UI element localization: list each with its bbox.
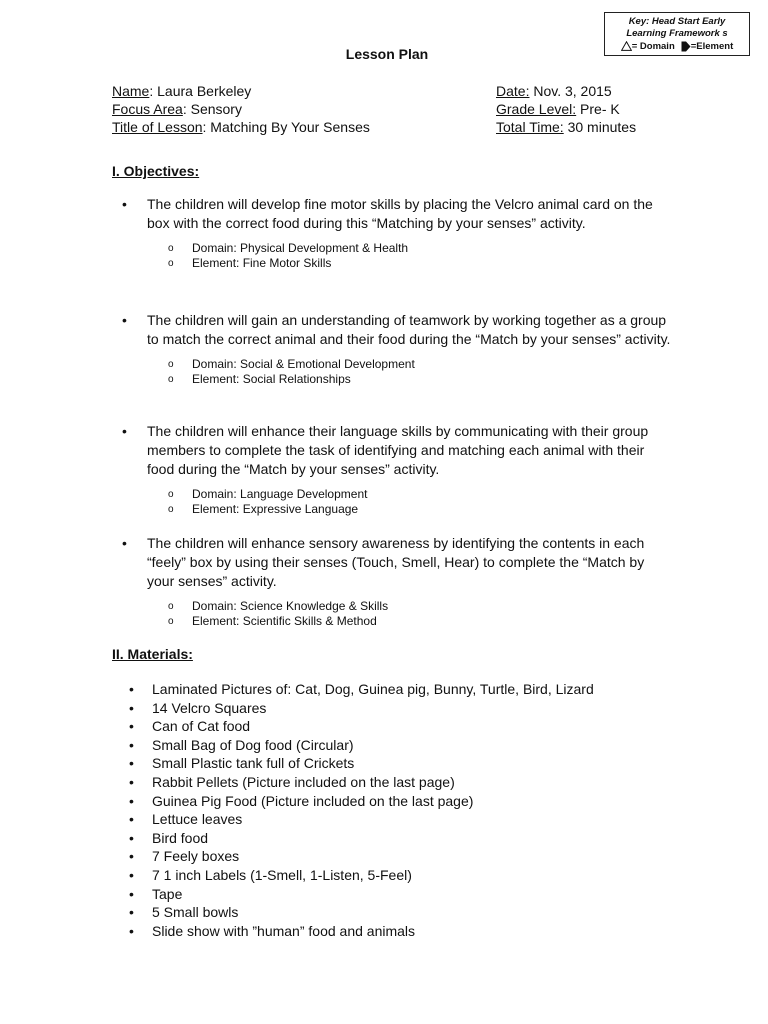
lesson-row	[112, 118, 370, 136]
bullet-icon: •	[129, 792, 134, 809]
material-text: 5 Small bowls	[152, 904, 239, 921]
bullet-icon: •	[129, 736, 134, 753]
list-item	[112, 717, 594, 736]
circle-bullet-icon: o	[168, 258, 174, 269]
objective-text: The children will develop fine motor skills by placing the Velcro animal card on the box with the correct food during this “Matching by your senses” activity.	[147, 196, 653, 231]
objective-framework	[168, 599, 672, 629]
domain-line	[168, 487, 672, 502]
bullet-icon: •	[129, 773, 134, 790]
grade-value: Pre- K	[576, 101, 620, 117]
key-line-1: Key: Head Start Early	[628, 16, 726, 27]
material-text: 14 Velcro Squares	[152, 699, 267, 716]
bullet-icon: •	[129, 885, 134, 902]
objective-item	[112, 422, 672, 517]
bullet-icon: •	[122, 535, 127, 551]
objective-text: The children will gain an understanding of teamwork by working together as a group to match the correct animal and their food during the “Match by your senses” activity.	[147, 312, 671, 347]
circle-bullet-icon: o	[168, 374, 174, 385]
bullet-icon: •	[129, 811, 134, 828]
element-line	[168, 502, 672, 517]
key-element-label: =Element	[690, 41, 734, 53]
list-item	[112, 680, 594, 699]
circle-bullet-icon: o	[168, 359, 174, 370]
objective-item	[112, 195, 672, 271]
domain-text: Domain: Science Knowledge & Skills	[192, 599, 389, 613]
date-label: Date:	[496, 83, 530, 99]
bullet-icon: •	[129, 755, 134, 772]
time-row	[496, 118, 636, 136]
bullet-icon: •	[129, 922, 134, 939]
objective-framework	[168, 241, 672, 271]
lesson-value: : Matching By Your Senses	[202, 119, 370, 135]
material-text: 7 1 inch Labels (1-Smell, 1-Listen, 5-Feel)	[152, 866, 412, 883]
meta-left	[112, 82, 370, 136]
bullet-icon: •	[129, 904, 134, 921]
bullet-icon: •	[129, 718, 134, 735]
list-item	[112, 754, 594, 773]
material-text: Rabbit Pellets (Picture included on the last page)	[152, 773, 455, 790]
objective-item	[112, 311, 672, 387]
material-text: Small Bag of Dog food (Circular)	[152, 736, 354, 753]
meta-right	[496, 82, 636, 136]
date-value: Nov. 3, 2015	[529, 83, 612, 99]
domain-line	[168, 241, 672, 256]
circle-bullet-icon: o	[168, 616, 174, 627]
domain-text: Domain: Language Development	[192, 487, 368, 501]
materials-list	[112, 680, 594, 940]
element-line	[168, 256, 672, 271]
objective-framework	[168, 357, 672, 387]
material-text: Slide show with ”human” food and animals	[152, 922, 416, 939]
objective-item	[112, 534, 672, 629]
bullet-icon: •	[129, 866, 134, 883]
key-line-2: Learning Framework s	[626, 28, 728, 39]
material-text: Small Plastic tank full of Crickets	[152, 755, 355, 772]
element-text: Element: Fine Motor Skills	[192, 256, 332, 270]
domain-line	[168, 357, 672, 372]
bullet-icon: •	[129, 699, 134, 716]
grade-row	[496, 100, 636, 118]
material-text: Guinea Pig Food (Picture included on the last page)	[152, 792, 474, 809]
page-title: Lesson Plan	[345, 46, 429, 62]
time-label: Total Time:	[496, 119, 564, 135]
circle-bullet-icon: o	[168, 504, 174, 515]
material-text: Can of Cat food	[152, 718, 251, 735]
bullet-icon: •	[129, 848, 134, 865]
focus-label: Focus Area	[112, 101, 183, 117]
circle-bullet-icon: o	[168, 601, 174, 612]
name-row	[112, 82, 370, 100]
time-value: 30 minutes	[563, 119, 637, 135]
objective-framework	[168, 487, 672, 517]
material-text: Tape	[152, 885, 183, 902]
material-text: Lettuce leaves	[152, 811, 243, 828]
objective-text: The children will enhance their language skills by communicating with their group members to complete the task of identifying and matching each animal with their food during the “Match by your senses” activity.	[147, 423, 649, 477]
objective-text: The children will enhance sensory awareness by identifying the contents in each “feely” box by using their senses (Touch, Smell, Hear) to complete the “Match by your senses” activity.	[147, 535, 645, 589]
element-text: Element: Expressive Language	[192, 502, 359, 516]
material-text: Bird food	[152, 829, 209, 846]
name-label: Name	[112, 83, 150, 99]
focus-value: : Sensory	[182, 101, 242, 117]
bullet-icon: •	[122, 423, 127, 439]
list-item	[112, 699, 594, 718]
date-row	[496, 82, 636, 100]
focus-row	[112, 100, 370, 118]
list-item	[112, 847, 594, 866]
list-item	[112, 885, 594, 904]
element-text: Element: Social Relationships	[192, 372, 351, 386]
circle-bullet-icon: o	[168, 489, 174, 500]
circle-bullet-icon: o	[168, 243, 174, 254]
objectives-heading: I. Objectives:	[112, 163, 200, 179]
list-item	[112, 922, 594, 941]
list-item	[112, 810, 594, 829]
list-item	[112, 773, 594, 792]
element-line	[168, 614, 672, 629]
bullet-icon: •	[122, 312, 127, 328]
domain-line	[168, 599, 672, 614]
element-text: Element: Scientific Skills & Method	[192, 614, 377, 628]
domain-text: Domain: Social & Emotional Development	[192, 357, 415, 371]
element-line	[168, 372, 672, 387]
domain-text: Domain: Physical Development & Health	[192, 241, 409, 255]
list-item	[112, 866, 594, 885]
list-item	[112, 792, 594, 811]
material-text: 7 Feely boxes	[152, 848, 240, 865]
list-item	[112, 829, 594, 848]
list-item	[112, 736, 594, 755]
bullet-icon: •	[122, 196, 127, 212]
bullet-icon: •	[129, 681, 134, 697]
lesson-label: Title of Lesson	[112, 119, 203, 135]
key-domain-label: = Domain	[631, 41, 675, 52]
grade-label: Grade Level:	[496, 101, 577, 117]
materials-heading: II. Materials:	[112, 646, 193, 662]
bullet-icon: •	[129, 829, 134, 846]
list-item	[112, 903, 594, 922]
name-value: : Laura Berkeley	[149, 83, 252, 99]
material-text: Laminated Pictures of: Cat, Dog, Guinea pig, Bunny, Turtle, Bird, Lizard	[152, 681, 594, 697]
